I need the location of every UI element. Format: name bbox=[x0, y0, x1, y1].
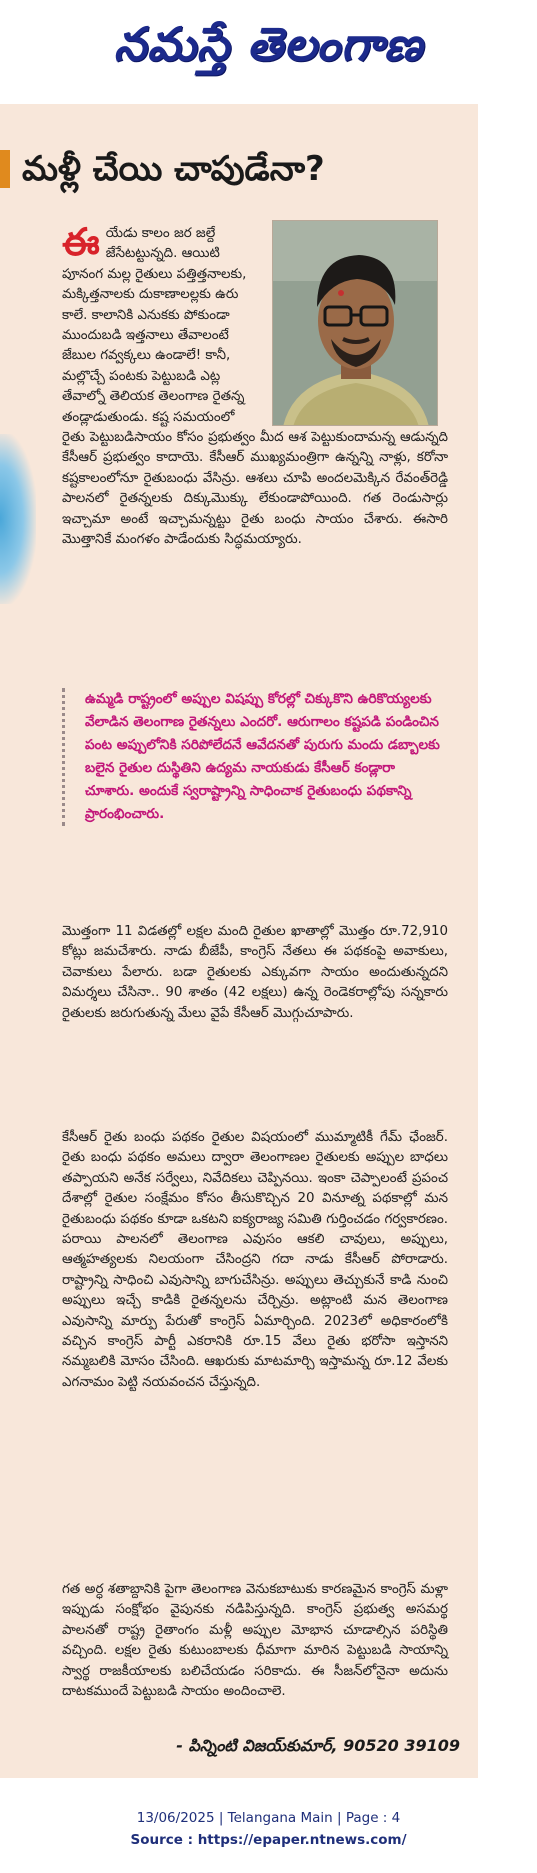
masthead-logo: నమస్తే తెలంగాణ bbox=[113, 17, 424, 71]
article-dropcap: ఈ bbox=[62, 220, 100, 264]
footer-date-line: 13/06/2025 | Telangana Main | Page : 4 bbox=[136, 1810, 401, 1826]
footer-source-link[interactable]: Source : https://epaper.ntnews.com/ bbox=[130, 1832, 407, 1848]
paragraph-line: పూనంగ మల్ల రైతులు పత్తిత్తనాలకు, bbox=[62, 266, 247, 282]
article-paragraph-1 bbox=[62, 220, 448, 551]
article-paragraph-3: కేసీఆర్ రైతు బంధు పథకం రైతుల విషయంలో ముమ్మాటికీ గేమ్ ఛేంజర్. రైతు బంధు పథకం అమలు ద్వారా తెలంగాణల రైతులకు అప్పుల బాధలు తప్పాయని అనేక సర్వేలు, నివేదికలు చెప్పినయి. ఇంకా చెప్పాలంటే ప్రపంచ దేశాల్లో రైతుల సంక్షేమం కోసం తీసుకొచ్చిన 20 వినూత్న పథకాల్లో మన రైతుబంధు పథకం కూడా ఒకటని ఐక్యరాజ్య సమితి గుర్తించడం గర్వకారణం. పరాయి పాలనలో తెలంగాణ ఎవుసం ఆకలి చావులు, అప్పులు, ఆత్మహత్యలకు నిలయంగా చేసింద్రని గదా నాడు కేసీఆర్ పోరాడారు. రాష్ట్రాన్ని సాధించి ఎవుసాన్ని బాగుచేసిన్రు. అప్పులు తెచ్చుకునే కాడి నుంచి అప్పులు ఇచ్చే కాడికి రైతన్నలను చేర్చిన్రు. అట్లాంటి మన తెలంగాణ ఎవుసాన్ని మార్పు పేరుతో కాంగ్రెస్ ఏమార్చింది. 2023లో అధికారంలోకి వచ్చిన కాంగ్రెస్ పార్టీ ఎకరానికి రూ.15 వేలు రైతు భరోసా ఇస్తానని నమ్మబలికి మోసం చేసింది. ఆఖరుకు మాటమార్చి ఇస్తామన్న రూ.12 వేలకు ఎగనామం పెట్టి నయవంచన చేస్తున్నది. bbox=[62, 1130, 448, 1390]
article-headline: మళ్లీ చేయి చాపుడేనా? bbox=[22, 149, 325, 189]
masthead bbox=[0, 0, 537, 100]
paragraph-continuation: రైతు పెట్టుబడిసాయం కోసం ప్రభుత్వం మీద ఆశ పెట్టుకుందామన్న ఆడున్నది కేసీఆర్ ప్రభుత్వం కాదాయె. కేసీఆర్ ముఖ్యమంత్రిగా ఉన్నన్ని నాళ్లు, కరోనా కష్టకాలంలోనూ రైతుబంధు వేసిన్రు. ఆశలు చూపి అందలమెక్కిన రేవంత్‌రెడ్డి పాలనలో రైతన్నలకు దిక్కుమొక్కు లేకుండాపోయింది. గత రెండుసార్లు ఇచ్చామా అంటే ఇచ్చామన్నట్టు రైతు బంధు సాయం చేశారు. ఈసారి మొత్తానికే మంగళం పాడేందుకు సిద్ధమయ్యారు. bbox=[62, 430, 448, 548]
paragraph-line: కాలే. కాలానికి ఎనుకకు పోకుండా bbox=[62, 307, 230, 323]
paragraph-line: జేబుల గవ్వక్కలు ఉండాలే! కానీ, bbox=[62, 348, 231, 364]
paragraph-line: జేసేటట్టున్నది. ఆయిటి bbox=[105, 246, 220, 262]
paragraph-line: తండ్లాడుతుండు. కష్ట సమయంలో bbox=[62, 409, 235, 425]
paragraph-line: యేడు కాలం జర జల్దే bbox=[105, 226, 216, 241]
article-paragraph-4: గత అర్ధ శతాబ్దానికి పైగా తెలంగాణ వెనుకబాటుకు కారణమైన కాంగ్రెస్ మళ్లా ఇప్పుడు సంక్షోభం వైపునకు నడిపిస్తున్నది. కాంగ్రెస్ ప్రభుత్వ అసమర్థ పాలనతో రాష్ట్ర రైతాంగం మళ్లీ అప్పుల మోభాన చూడాల్సిన పరిస్థితి వచ్చింది. లక్షల రైతు కుటుంబాలకు ధీమాగా మారిన పెట్టుబడి సాయాన్ని స్వార్థ రాజకీయాలకు బలిచేయడం సరికాదు. ఈ సీజన్‌లోనైనా అదును దాటకముందే పెట్టుబడి సాయం అందించాలె. bbox=[62, 1582, 448, 1700]
author-signature: - పిన్నింటి విజయ్‌కుమార్, 90520 39109 bbox=[176, 1736, 460, 1755]
headline-accent-bar bbox=[0, 150, 10, 188]
paragraph-line: మక్కిత్తనాలకు దుకాణాలల్లకు ఉరు bbox=[62, 287, 239, 303]
decorative-wave bbox=[0, 434, 36, 604]
article-paragraph-2: మొత్తంగా 11 విడతల్లో లక్షల మంది రైతుల ఖాతాల్లో మొత్తం రూ.72,910 కోట్లు జమచేశారు. నాడు బీజేపీ, కాంగ్రెస్ నేతలు ఈ పథకంపై అవాకులు, చెవాకులు పేలారు. బడా రైతులకు ఎక్కువగా సాయం అందుతున్నదని విమర్శలు చేసినా.. 90 శాతం (42 లక్షలు) ఉన్న రెండెకరాల్లోపు సన్నకారు రైతులకు జరుగుతున్న మేలు వైపే కేసీఆర్ మొగ్గుచూపారు. bbox=[62, 924, 448, 1021]
paragraph-line: మల్లొచ్చే పంటకు పెట్టుబడి ఎట్ల bbox=[62, 368, 221, 384]
paragraph-line: ముందుబడి ఇత్తనాలు తేవాలంటే bbox=[62, 328, 229, 344]
paragraph-line: తేవాల్నో తెలియక తెలంగాణ రైతన్న bbox=[62, 389, 245, 405]
article-page bbox=[0, 104, 478, 1778]
pull-quote: ఉమ్మడి రాష్ట్రంలో అప్పుల విషప్పు కోరల్లో చిక్కుకొని ఉరికొయ్యలకు వేలాడిన తెలంగాణ రైతన్నలు ఎందరో. ఆరుగాలం కష్టపడి పండించిన పంట అప్పులోనికి సరిపోలేదనే ఆవేదనతో పురుగు మందు డబ్బాలకు బలైన రైతుల దుస్థితిని ఉద్యమ నాయకుడు కేసీఆర్ కండ్లారా చూశారు. అందుకే స్వరాష్ట్రాన్ని సాధించాక రైతుబంధు పథకాన్ని ప్రారంభించారు. bbox=[62, 688, 442, 826]
